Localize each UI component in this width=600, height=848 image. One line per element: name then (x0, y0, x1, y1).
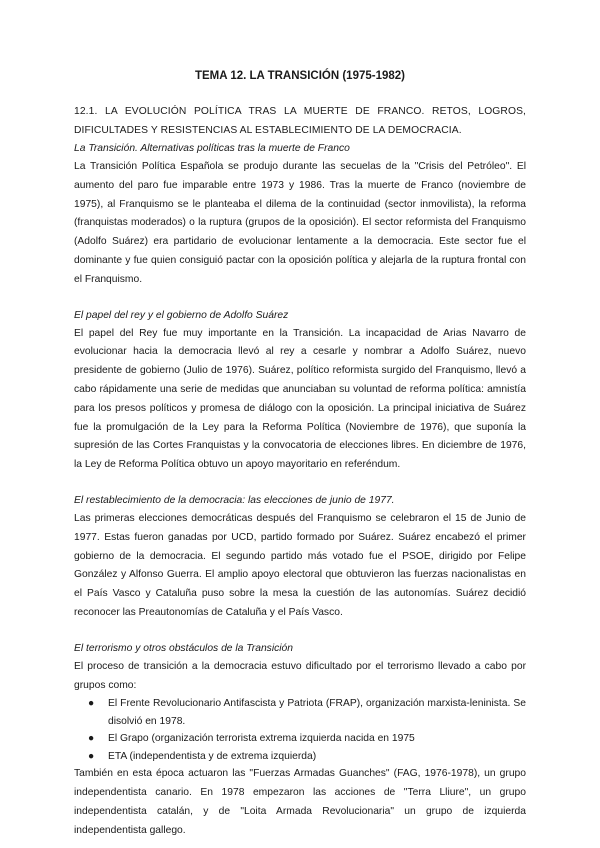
list-item (88, 730, 526, 748)
paragraph-elecciones: Las primeras elecciones democráticas después del Franquismo se celebraron el 15 de Junio de 1977. Estas fueron ganadas por UCD, partido formado por Suárez. Suárez encabezó el primer gobierno de la democracia. El segundo partido más votado fue el PSOE, dirigido por Felipe González y Alfonso Guerra. El amplio apoyo electoral que obtuvieron las fuerzas nacionalistas en el País Vasco y Cataluña puso sobre la mesa la cuestión de las autonomías. Suárez decidió reconocer las Preautonomías de Cataluña y el País Vasco. (74, 512, 526, 618)
paragraph-rey-suarez: El papel del Rey fue muy importante en la Transición. La incapacidad de Arias Navarro de evolucionar hacia la democracia llevó al rey a cesarle y nombrar a Adolfo Suárez, nuevo presidente de gobierno (Julio de 1976). Suárez, político reformista surgido del Franquismo, llevó a cabo rápidamente una serie de medidas que anunciaban su voluntad de reforma política: amnistía para los presos políticos y promesa de diálogo con la oposición. La principal iniciativa de Suárez fue la promulgación de la Ley para la Reforma Política (Noviembre de 1976), que suponía la supresión de las Cortes Franquistas y la convocatoria de elecciones libres. En diciembre de 1976, la Ley de Reforma Política obtuvo un apoyo mayoritario en referéndum. (74, 327, 526, 471)
bullet-icon: ● (88, 698, 95, 710)
list-item (88, 748, 526, 766)
section-terrorismo (74, 641, 526, 841)
bullet-icon: ● (88, 733, 95, 745)
paragraph-otros-grupos: También en esta época actuaron las "Fuerzas Armadas Guanches" (FAG, 1976-1978), un grupo independentista canario. En 1978 empezaron las acciones de "Terra Lliure", un grupo independentista catalán, y de "Loita Armada Revolucionaria" un grupo de izquierda independentista gallego. (74, 768, 526, 836)
list-item-text: ETA (independentista y de extrema izquierda) (108, 750, 317, 762)
section-transicion (74, 141, 526, 290)
section-heading: 12.1. LA EVOLUCIÓN POLÍTICA TRAS LA MUERTE DE FRANCO. RETOS, LOGROS, DIFICULTADES Y RESISTENCIAS AL ESTABLECIMIENTO DE LA DEMOCRACIA. (74, 106, 526, 136)
bullet-icon: ● (88, 750, 95, 762)
list-item (88, 695, 526, 730)
section-rey-suarez (74, 308, 526, 475)
subheading-elecciones: El restablecimiento de la democracia: las elecciones de junio de 1977. (74, 494, 395, 506)
section-elecciones (74, 493, 526, 623)
paragraph-transicion: La Transición Política Española se produjo durante las secuelas de la "Crisis del Petróleo". El aumento del paro fue imparable entre 1973 y 1986. Tras la muerte de Franco (noviembre de 1975), al Franquismo se le planteaba el dilema de la continuidad (sector inmovilista), la reforma (franquistas moderados) o la ruptura (grupos de la oposición). El sector reformista del Franquismo (Adolfo Suárez) era partidario de evolucionar lentamente a la democracia. Este sector fue el dominante y fue quien consiguió pactar con la oposición política y alejarla de la ruptura frontal con el Franquismo. (74, 161, 526, 285)
bullet-list (74, 695, 526, 765)
subheading-rey-suarez: El papel del rey y el gobierno de Adolfo Suárez (74, 309, 289, 321)
list-item-text: El Frente Revolucionario Antifascista y Patriota (FRAP), organización marxista-leninista. Se disolvió en 1978. (108, 698, 526, 727)
list-item-text: El Grapo (organización terrorista extrema izquierda nacida en 1975 (108, 733, 415, 745)
page-title: TEMA 12. LA TRANSICIÓN (1975-1982) (194, 70, 406, 82)
paragraph-terrorismo: El proceso de transición a la democracia estuvo dificultado por el terrorismo llevado a cabo por grupos como: (74, 660, 526, 691)
subheading-terrorismo: El terrorismo y otros obstáculos de la Transición (74, 642, 293, 654)
subheading-transicion: La Transición. Alternativas políticas tras la muerte de Franco (74, 143, 350, 154)
